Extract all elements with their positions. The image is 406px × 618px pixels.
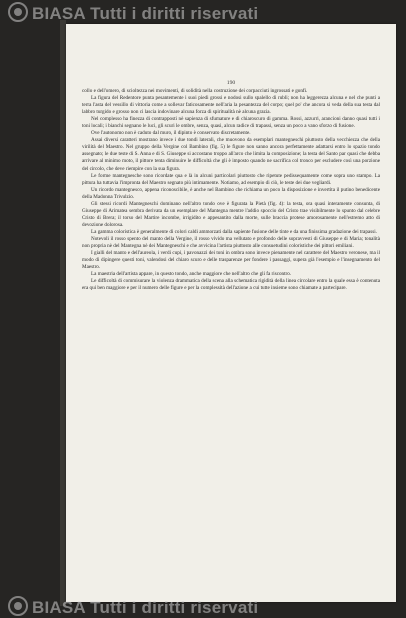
paragraph: La figura del Redentore punta pesantemente i suoi piedi grossi e nodosi sullo spalello di rubli; non ha leggerezza alcuna e nel che punti a terra l'asta del vessillo di vittoria come a sollevar faticosamente nell'aria la pesantezza del corpo; quel po' che ancora si veda della sua testa dal labbro turgido e grosso non ci lascia indovinare alcuna forza di spiritualità nè alcuna grazia.	[82, 95, 380, 116]
document-page	[66, 24, 396, 602]
paragraph: Ove l'autonomo non è caduto dal muro, il dipinto è conservato discretamente.	[91, 130, 251, 137]
watermark-bottom-text: BIASA Tutti i diritti riservati	[32, 598, 259, 617]
watermark-top	[8, 2, 398, 24]
watermark-top-text: BIASA Tutti i diritti riservati	[32, 4, 259, 23]
paragraph: Le difficoltà di commisurare la violenza drammatica della scena alla schematica rigidità della linea circolare entro la quale essa è contenuta era qui ben maggiore e per il numero delle figure e per la complessità dell'azione a cui tutte insieme sono chiamate a partecipare.	[82, 278, 380, 292]
paragraph: Assai diversi caratteri mostrano invece i due tondi laterali, che muovono da esemplari mantegneschi piuttosto della vecchiezza che della virilità del Maestro. Nel gruppo della Vergine col Bambino (fig. 5) le figure non sanno ancora perfettamente adattarsi entro lo spazio tondo assegnato; le due teste di S. Anna e di S. Giuseppe si accostano troppo all'arco che limita la composizione; la testa del Santo par quasi che debba arrivare al minimo moto, il pittore tenta diminuire le difficoltà che gli è imposto quando ne sacrifica col tronco per escludere così una porzione del circolo, che deve riempire con la sua figura.	[82, 137, 380, 172]
watermark-bottom	[8, 596, 398, 618]
watermark-seal-icon	[8, 596, 28, 616]
paragraph: La gamma coloristica è generalmente di colori caldi ammorzati dalla sapiente fusione delle tinte e da una finissima gradazione dei trapassi.	[91, 228, 377, 235]
paragraph: Gli stessi ricordi Mantegneschi dominano nell'altro tondo ove è figurata la Pietà (fig. 4): la testa, ora quasi interamente consunta, di Giuseppe di Arimatea sembra derivata da un esemplare del Mantegna mentre l'addio spoccio del Cristo trae visibilmente lo spunto dal celebre Cristo di Brera; il torso del Martire incombe, irrigidito e appesantito dalla morte, sulle braccia protese amorosamente nell'estremo atto di devozione dolorosa.	[82, 200, 380, 228]
paragraph: La maestria dell'artista appare, in questo tondo, anche maggiore che nell'altro che gli fa riscontro.	[91, 271, 292, 278]
body-text	[82, 88, 380, 292]
paragraph: I gialli del manto e dell'aureola, i verdi cupi, i pavonazzi dei toni in ombra sono invece pienamente nel carattere del Maestro veronese, ma il modo di dipingere questi toni, valendosi del chiaro scuro e delle trasparenze per fondere i passaggi, supera già l'esempio e l'insegnamento del Maestro.	[82, 250, 380, 271]
paragraph: Notevoli il rosso spento del manto della Vergine, il rosso vivido ma vellutato e profondo delle sopravvesti di Giuseppe e di Maria; tonalità non propria nè del Mantegna nè dei Mantegneschi e che avvicina l'artista piuttosto alle consuetudini coloristiche dei pittori emiliani.	[82, 235, 380, 250]
paragraph: collo e dell'omero, di scioltezza nei movimenti, di solidità nella costruzione dei corpacciuti ingrossati e gonfi.	[82, 88, 308, 94]
paragraph: Nel complesso ha finezza di contrapposti nè sapienza di sfumature e di chiaroscuro di gamma. Rossi, azzurri, arancioni danno quasi tutti i toni locali; i bianchi segnano le luci, gli scuri le ombre, senza, quasi, alcun radice di trapassi, senza un poco a vano sforzo di fusione.	[82, 116, 380, 130]
page-number: 190	[226, 80, 236, 86]
watermark-seal-icon	[8, 2, 28, 22]
paragraph: Un ricordo mantegnesco, appena riconoscibile, è anche nel Bambino che richiama un poco la disposizione e invertita il putino benedicente della Madonna Trivulzio.	[82, 186, 380, 200]
paragraph: Le forme mantegnesche sono ricordate qua e là in alcuni particolari piuttosto che ripetute pedissequamente come sopra uno stampo. La pittura ha tuttavia l'impronta del Maestro segnato più intimamente. Notiamo, ad esempio di ciò, le teste dei due vegliardi.	[82, 172, 380, 186]
